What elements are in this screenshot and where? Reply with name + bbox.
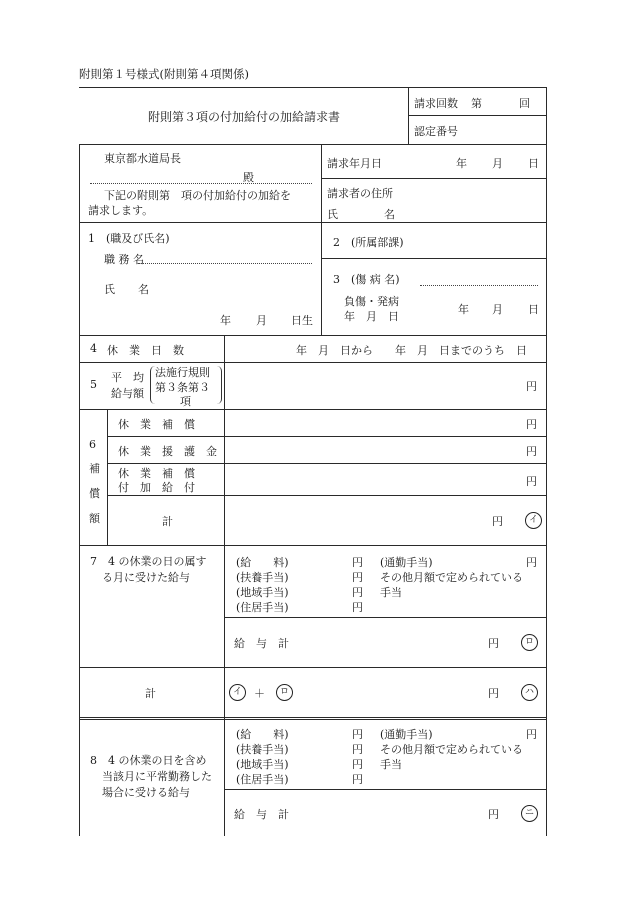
item1-label: 1 (職及び氏名) (88, 232, 170, 245)
item6-row-3-label-2: 付 加 給 付 (118, 481, 195, 494)
table-top-border (79, 144, 546, 145)
addressee-name: 東京都水道局長 (104, 152, 181, 165)
request-count-label: 請求回数 (414, 97, 458, 110)
item3-injury-label: 負傷・発病 (344, 295, 399, 308)
item7-label-2: る月に受けた給与 (102, 571, 190, 584)
sum-label: 計 (145, 687, 156, 700)
addressee-honorific: 殿 (243, 171, 254, 184)
item1-name-label: 氏 (104, 283, 115, 296)
mark-ro-icon: ロ (276, 684, 293, 701)
table-left-border (79, 144, 80, 836)
item7-label-1: 7 4 の休業の日の属す (90, 555, 207, 568)
item6-num: 6 (89, 438, 96, 451)
request-text-2: 請求します。 (88, 204, 154, 217)
mark-ni-icon: ニ (521, 805, 538, 822)
table-right-border (546, 87, 547, 836)
item6-row-3-label-1: 休 業 補 償 (118, 467, 195, 480)
approval-number-label: 認定番号 (414, 125, 458, 138)
item4-label: 休 業 日 数 (107, 344, 184, 357)
item4-period: 年 月 日から 年 月 日までのうち 日 (296, 344, 527, 357)
item5-label-2: 給与額 (111, 387, 144, 400)
item6-row-2-label: 休 業 援 護 金 (118, 445, 217, 458)
form-title: 附則第３項の付加給付の加給請求書 (148, 110, 341, 124)
item8-label-3: 場合に受ける給与 (102, 786, 190, 799)
mark-ro-icon: ロ (521, 634, 538, 651)
claimant-address-label: 請求者の住所 (327, 187, 393, 200)
claimant-name-label: 氏 (327, 208, 338, 221)
item8-label-1: 8 4 の休業の日を含め (90, 754, 207, 767)
item7-total-label: 給 与 計 (234, 637, 289, 650)
item5-label-1: 平 均 (111, 371, 144, 384)
item6-row-1-label: 休 業 補 償 (118, 418, 195, 431)
item8-total-label: 給 与 計 (234, 808, 289, 821)
item2-label: 2 (所属部課) (333, 236, 404, 249)
item1-birth-label: 日生 (291, 314, 313, 327)
item3-label: 3 (傷 病 名) (333, 273, 400, 286)
request-date-label: 請求年月日 (327, 157, 382, 170)
mark-i-icon: イ (229, 684, 246, 701)
title-top-border (79, 87, 546, 88)
mark-ha-icon: ハ (521, 684, 538, 701)
item1-shoku-label: 職 務 名 (104, 253, 144, 266)
plus-sign: ＋ (254, 687, 265, 700)
item8-label-2: 当該月に平常勤務した (102, 770, 212, 783)
mark-i-icon: イ (525, 512, 542, 529)
form-label: 附則第１号様式(附則第４項関係) (79, 67, 249, 81)
request-text-1: 下記の附則第 項の付加給付の加給を (104, 189, 291, 202)
item6-total-label: 計 (162, 515, 173, 528)
